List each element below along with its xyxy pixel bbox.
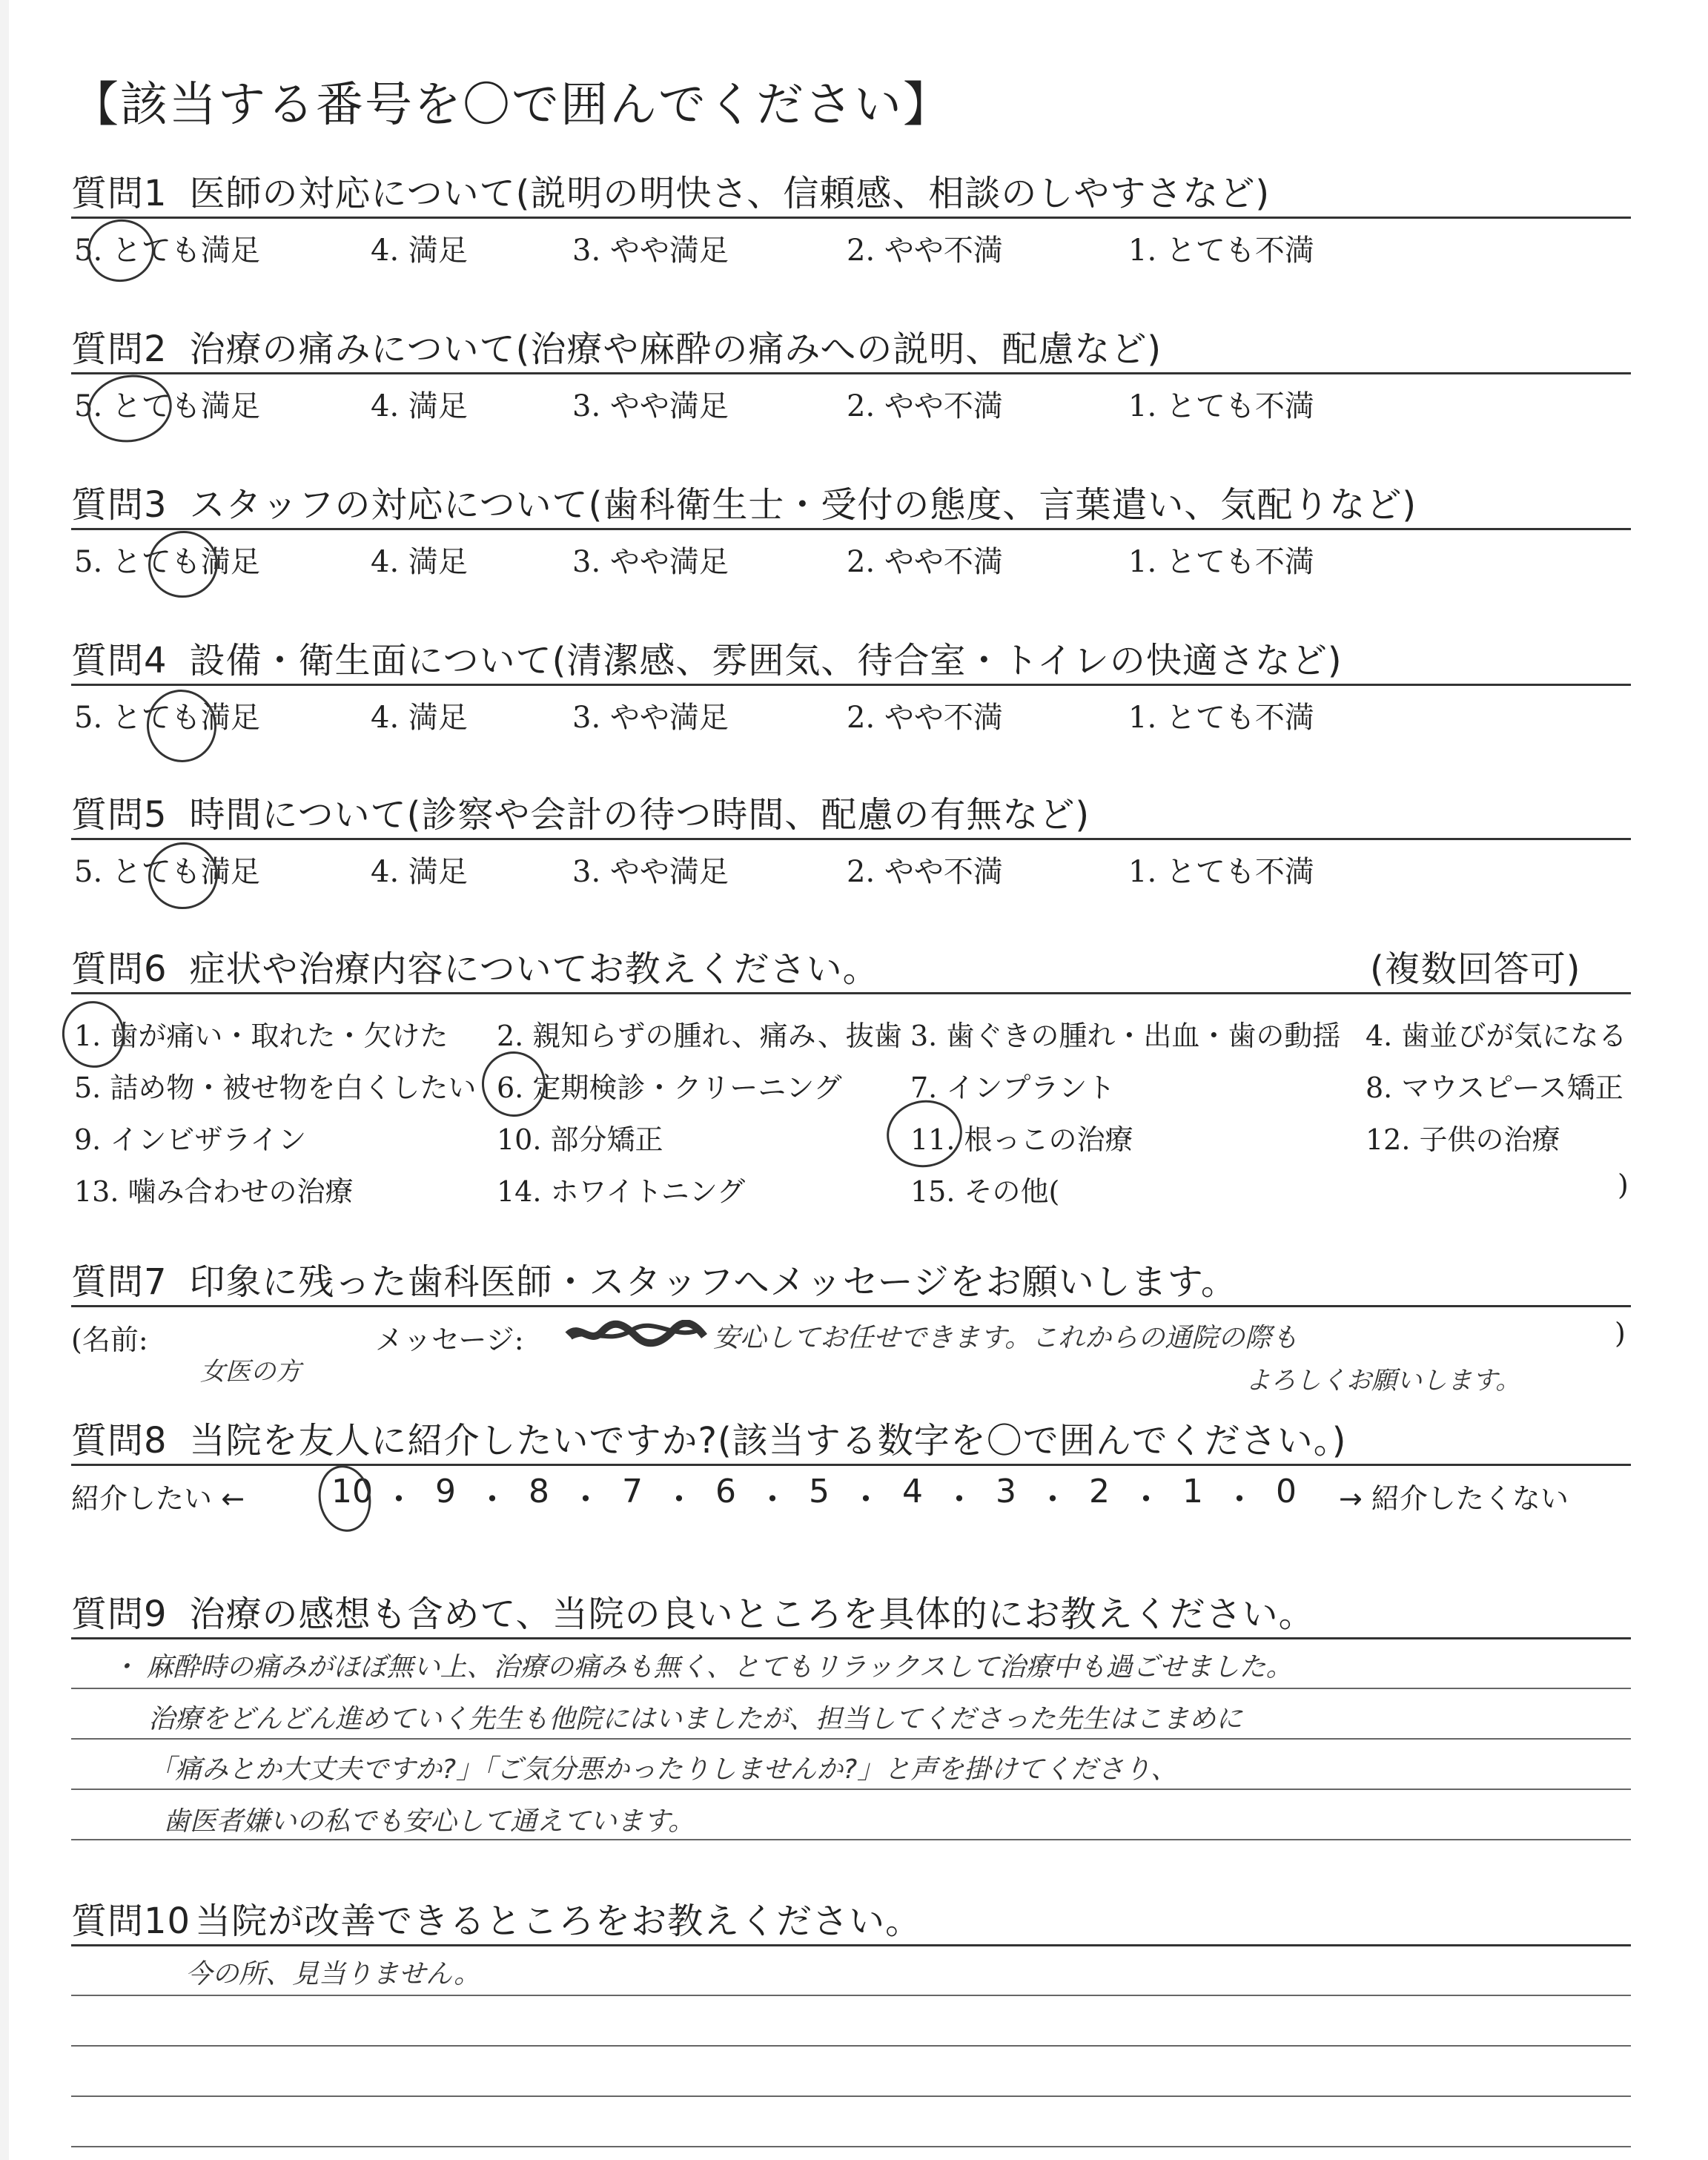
q4-option-1[interactable]: 1. とても不満	[1128, 701, 1314, 735]
question-text: 印象に残った歯科医師・スタッフへメッセージをお願いします。	[189, 1261, 1237, 1303]
answer-line	[71, 1839, 1631, 1840]
question-6	[71, 940, 879, 991]
scale-9[interactable]: 9	[435, 1473, 456, 1510]
q6-item-7[interactable]: 7. インプラント	[910, 1071, 1116, 1104]
q6-item-6[interactable]: 6. 定期検診・クリーニング	[497, 1071, 842, 1104]
message-label: メッセージ:	[375, 1324, 524, 1356]
question-5	[71, 786, 1090, 837]
q6-item-4[interactable]: 4. 歯並びが気になる	[1366, 1020, 1627, 1052]
scale-separator: ・	[663, 1481, 695, 1519]
question-8	[71, 1412, 1346, 1463]
scale-2[interactable]: 2	[1089, 1473, 1110, 1510]
answer-line	[71, 1789, 1631, 1790]
divider	[71, 528, 1631, 530]
question-number: 質問3	[71, 484, 168, 526]
question-10	[71, 1892, 921, 1943]
handwritten-message-line-1[interactable]: 安心してお任せできます。これからの通院の際も	[713, 1323, 1299, 1353]
question-1	[71, 165, 1270, 216]
selection-circle	[143, 526, 223, 604]
q4-option-4[interactable]: 4. 満足	[371, 701, 468, 735]
q6-item-11[interactable]: 11. 根っこの治療	[910, 1123, 1133, 1156]
divider	[71, 1305, 1631, 1307]
scale-5[interactable]: 5	[809, 1473, 830, 1510]
question-number: 質問4	[71, 640, 168, 681]
q1-option-1[interactable]: 1. とても不満	[1128, 234, 1314, 268]
q1-option-5[interactable]: 5. とても満足	[74, 234, 260, 268]
q3-option-1[interactable]: 1. とても不満	[1128, 545, 1314, 579]
q5-option-4[interactable]: 4. 満足	[371, 855, 468, 889]
scale-3[interactable]: 3	[996, 1473, 1016, 1510]
answer-line	[71, 1688, 1631, 1689]
question-2	[71, 320, 1162, 371]
q6-item-8[interactable]: 8. マウスピース矯正	[1366, 1071, 1623, 1104]
question-number: 質問6	[71, 948, 168, 990]
question-number: 質問7	[71, 1261, 168, 1303]
scale-0[interactable]: 0	[1276, 1473, 1297, 1510]
q6-item-12[interactable]: 12. 子供の治療	[1366, 1123, 1560, 1156]
q4-option-5[interactable]: 5. とても満足	[74, 701, 260, 735]
q10-answer[interactable]: 今の所、見当りません。	[185, 1959, 481, 1989]
q6-item-2[interactable]: 2. 親知らずの腫れ、痛み、抜歯	[497, 1020, 902, 1052]
scribbled-out-text	[565, 1320, 707, 1348]
question-text: 治療の感想も含めて、当院の良いところを具体的にお教えください。	[189, 1593, 1315, 1635]
q1-option-4[interactable]: 4. 満足	[371, 234, 468, 268]
multiple-answer-note: (複数回答可)	[1370, 948, 1581, 990]
scale-separator: ・	[1130, 1481, 1162, 1519]
divider	[71, 1637, 1631, 1639]
q1-option-2[interactable]: 2. やや不満	[847, 234, 1003, 268]
q6-other-close-paren: )	[1618, 1169, 1629, 1201]
q5-option-1[interactable]: 1. とても不満	[1128, 855, 1314, 889]
q3-option-2[interactable]: 2. やや不満	[847, 545, 1003, 579]
divider	[71, 992, 1631, 994]
question-number: 質問8	[71, 1420, 168, 1462]
scale-separator: ・	[850, 1481, 882, 1519]
answer-line	[71, 2146, 1631, 2147]
scale-separator: ・	[756, 1481, 789, 1519]
scan-edge	[0, 0, 9, 2160]
divider	[71, 1464, 1631, 1466]
question-9	[71, 1585, 1315, 1636]
handwritten-message-line-2[interactable]: よろしくお願いします。	[1245, 1366, 1521, 1396]
q4-option-2[interactable]: 2. やや不満	[847, 701, 1003, 735]
divider	[71, 217, 1631, 219]
q6-item-14[interactable]: 14. ホワイトニング	[497, 1175, 746, 1208]
q3-option-4[interactable]: 4. 満足	[371, 545, 468, 579]
recommend-right-label: → 紹介したくない	[1339, 1482, 1569, 1515]
question-number: 質問5	[71, 794, 168, 836]
q9-answer-line-3[interactable]: 「痛みとか大丈夫ですか?」「ご気分悪かったりしませんか?」と声を掛けてくださり、	[148, 1754, 1178, 1785]
q2-option-5[interactable]: 5. とても満足	[74, 389, 260, 423]
selection-circle	[57, 996, 130, 1072]
selection-circle	[477, 1046, 551, 1122]
divider	[71, 838, 1631, 840]
answer-line	[71, 2095, 1631, 2097]
scale-10[interactable]: 10	[331, 1473, 373, 1510]
q2-option-4[interactable]: 4. 満足	[371, 389, 468, 423]
recommend-left-label: 紹介したい ←	[71, 1482, 245, 1515]
q6-item-13[interactable]: 13. 噛み合わせの治療	[74, 1175, 354, 1208]
divider	[71, 372, 1631, 374]
q6-item-3[interactable]: 3. 歯ぐきの腫れ・出血・歯の動揺	[910, 1020, 1341, 1052]
question-text: 医師の対応について(説明の明快さ、信頼感、相談のしやすさなど)	[189, 173, 1271, 214]
q5-option-2[interactable]: 2. やや不満	[847, 855, 1003, 889]
scale-4[interactable]: 4	[902, 1473, 923, 1510]
scale-6[interactable]: 6	[715, 1473, 736, 1510]
scale-7[interactable]: 7	[622, 1473, 643, 1510]
page-title: 【該当する番号を〇で囲んでください】	[71, 78, 952, 133]
scale-separator: ・	[943, 1481, 976, 1519]
question-number: 質問10	[71, 1900, 191, 1942]
q2-option-2[interactable]: 2. やや不満	[847, 389, 1003, 423]
question-text: 時間について(診察や会計の待つ時間、配慮の有無など)	[189, 794, 1090, 836]
question-number: 質問1	[71, 173, 168, 214]
scale-separator: ・	[383, 1481, 415, 1519]
q6-item-9[interactable]: 9. インビザライン	[74, 1123, 307, 1156]
question-text: 設備・衛生面について(清潔感、雰囲気、待合室・トイレの快適さなど)	[189, 640, 1343, 681]
scale-8[interactable]: 8	[529, 1473, 549, 1510]
q6-item-15[interactable]: 15. その他(	[910, 1175, 1060, 1208]
question-text: 当院を友人に紹介したいですか?(該当する数字を〇で囲んでください。)	[189, 1420, 1347, 1462]
message-close-paren: )	[1615, 1317, 1626, 1350]
question-text: 当院が改善できるところをお教えください。	[195, 1900, 922, 1942]
selection-circle	[82, 369, 177, 449]
scale-separator: ・	[1223, 1481, 1256, 1519]
scale-1[interactable]: 1	[1182, 1473, 1203, 1510]
q9-answer-line-4[interactable]: 歯医者嫌いの私でも安心して通えています。	[163, 1806, 695, 1837]
q5-option-5[interactable]: 5. とても満足	[74, 855, 260, 889]
question-7	[71, 1253, 1237, 1304]
question-number: 質問2	[71, 328, 168, 370]
q3-option-5[interactable]: 5. とても満足	[74, 545, 260, 579]
question-number: 質問9	[71, 1593, 168, 1635]
answer-line	[71, 1738, 1631, 1740]
selection-circle	[82, 214, 159, 287]
q4-option-3[interactable]: 3. やや満足	[572, 701, 729, 735]
handwritten-name[interactable]: 女医の方	[200, 1357, 301, 1387]
question-text: 症状や治療内容についてお教えください。	[189, 948, 879, 990]
scale-separator: ・	[476, 1481, 509, 1519]
name-label: (名前:	[71, 1324, 148, 1356]
q3-option-3[interactable]: 3. やや満足	[572, 545, 729, 579]
q6-item-10[interactable]: 10. 部分矯正	[497, 1123, 663, 1156]
divider	[71, 684, 1631, 686]
q2-option-1[interactable]: 1. とても不満	[1128, 389, 1314, 423]
q2-option-3[interactable]: 3. やや満足	[572, 389, 729, 423]
q1-option-3[interactable]: 3. やや満足	[572, 234, 729, 268]
question-4	[71, 632, 1343, 683]
recommend-scale	[326, 1473, 1312, 1520]
question-text: スタッフの対応について(歯科衛生士・受付の態度、言葉遣い、気配りなど)	[189, 484, 1417, 526]
answer-line	[71, 1995, 1631, 1996]
scale-separator: ・	[1036, 1481, 1069, 1519]
q5-option-3[interactable]: 3. やや満足	[572, 855, 729, 889]
scale-separator: ・	[569, 1481, 602, 1519]
q6-item-5[interactable]: 5. 詰め物・被せ物を白くしたい	[74, 1071, 477, 1104]
q9-answer-line-1[interactable]: ・ 麻酔時の痛みがほぼ無い上、治療の痛みも無く、とてもリラックスして治療中も過ごせました。	[111, 1652, 1293, 1682]
question-3	[71, 476, 1417, 527]
divider	[71, 1944, 1631, 1946]
q9-answer-line-2[interactable]: 治療をどんどん進めていく先生も他院にはいましたが、担当してくださった先生はこまめに	[148, 1704, 1243, 1734]
answer-line	[71, 2045, 1631, 2047]
selection-circle	[881, 1094, 967, 1173]
q6-item-1[interactable]: 1. 歯が痛い・取れた・欠けた	[74, 1020, 448, 1052]
question-text: 治療の痛みについて(治療や麻酔の痛みへの説明、配慮など)	[189, 328, 1162, 370]
